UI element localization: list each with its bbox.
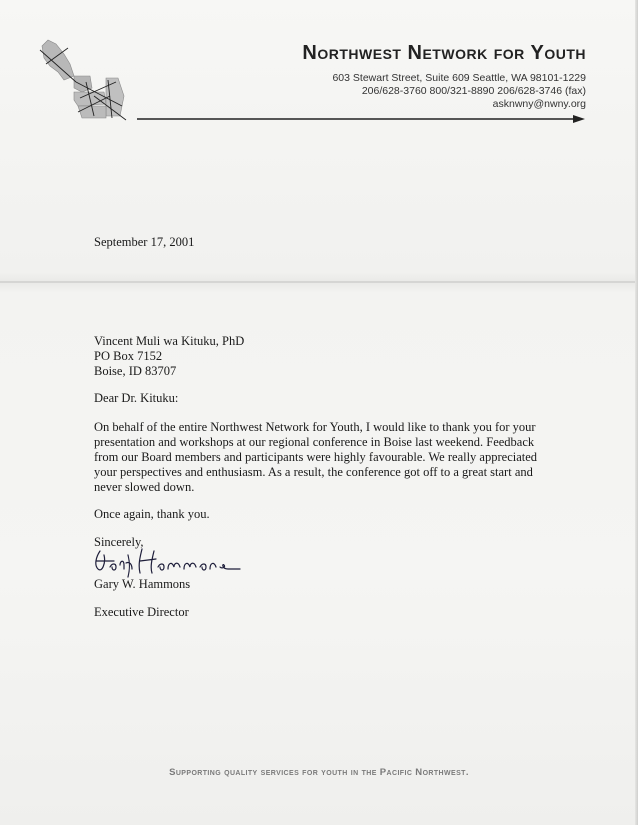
signer-name: Gary W. Hammons — [94, 577, 191, 591]
phone-line: 206/628-3760 800/321-8890 206/628-3746 (fax) — [361, 85, 586, 97]
body-line: On behalf of the entire Northwest Network for Youth, I would like to thank you for your — [94, 420, 536, 434]
letter-body — [94, 420, 554, 495]
body-line: your perspectives and enthusiasm. As a result, the conference got off to a great start and — [94, 465, 533, 479]
body-line: presentation and workshops at our regional conference in Boise last weekend. Feedback — [94, 435, 535, 449]
salutation: Dear Dr. Kituku: — [94, 391, 179, 405]
signer-title: Executive Director — [94, 605, 189, 619]
paper-fold-line — [0, 281, 638, 283]
address-line: 603 Stewart Street, Suite 609 Seattle, WA 98101-1229 — [332, 72, 586, 84]
recipient-name: Vincent Muli wa Kituku, PhD — [94, 334, 245, 348]
email-address: asknwny@nwny.org — [492, 98, 586, 110]
body-line: never slowed down. — [94, 480, 195, 494]
closing-line: Once again, thank you. — [94, 507, 210, 521]
body-line: from our Board members and participants were highly favourable. We really appreciated — [94, 450, 538, 464]
handwritten-signature — [86, 543, 246, 579]
footer-tagline: Supporting quality services for youth in the Pacific Northwest. — [169, 767, 469, 778]
organization-name: Northwest Network for Youth — [302, 42, 586, 64]
letter-date: September 17, 2001 — [94, 235, 195, 249]
recipient-street: PO Box 7152 — [94, 349, 163, 363]
signoff: Sincerely, — [94, 535, 144, 549]
arrow-right-icon — [137, 113, 585, 125]
northwest-states-map-logo-icon — [34, 36, 138, 122]
recipient-city: Boise, ID 83707 — [94, 364, 177, 378]
recipient-address — [94, 334, 244, 379]
